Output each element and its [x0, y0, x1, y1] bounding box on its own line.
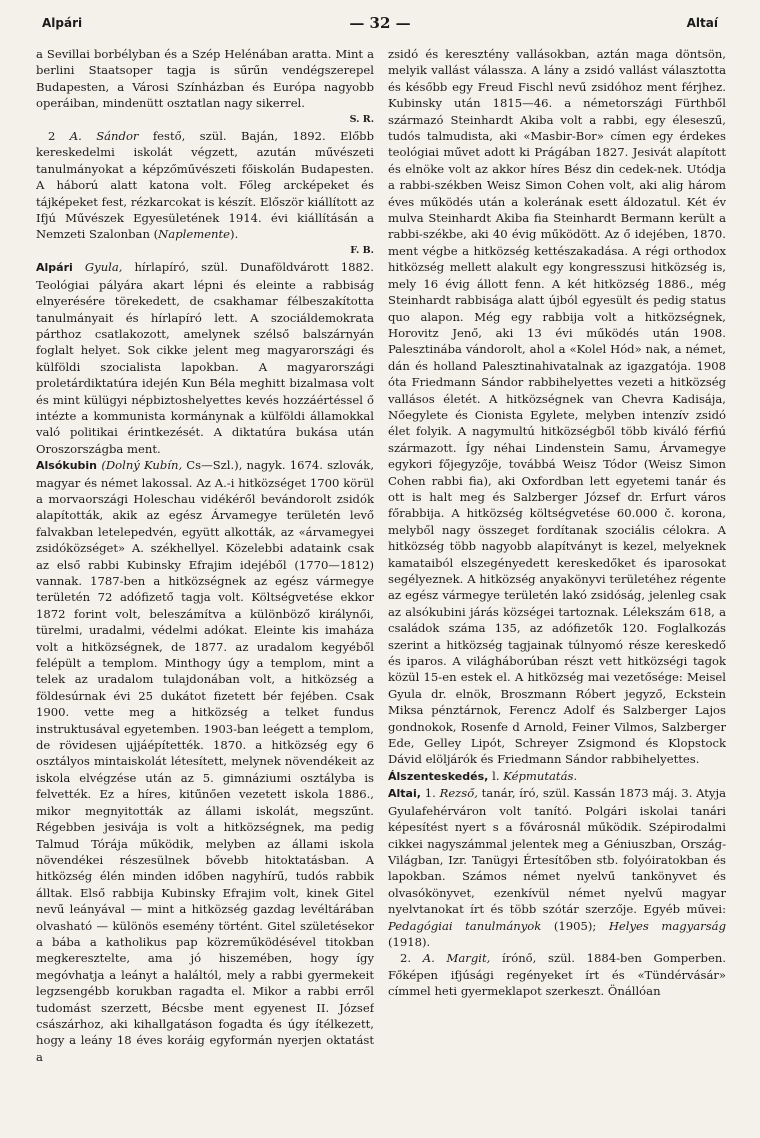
text-run: A. Margit,	[422, 951, 491, 966]
text-run: Rezső,	[439, 786, 478, 801]
text-run: (1918).	[388, 934, 431, 949]
text-run: (Dolný Kubín,	[101, 458, 183, 473]
text-run: (1905);	[541, 918, 609, 933]
headword: Álszenteskedés,	[388, 769, 493, 783]
paragraph	[36, 46, 374, 128]
text-run: írónő, szül. 1884-ben Gomperben. Főképen ifjúsági regényeket írt és «Tündérvásár» címmel heti gyermeklapot szerkeszt. Önállóan	[388, 951, 726, 999]
author-signature: F. B.	[350, 244, 374, 256]
left-column	[36, 46, 374, 1126]
text-run: 1.	[424, 786, 440, 801]
text-run: A. Sándor	[69, 129, 139, 144]
text-run: 2	[48, 129, 70, 144]
paragraph	[36, 259, 374, 457]
text-run: Naplemente	[158, 227, 231, 242]
paragraph	[36, 457, 374, 1065]
text-run: zsidó és keresztény vallásokban, aztán maga döntsön, melyik vallást válassza. A lány a zsidó vallást választotta és később egy Freud Fischl nevű zsidóhoz ment férjhez. Kubinsky után 1815—46. a németországi Fürthből származó Steinhardt Akiba volt a rabbi, egy éleseszű, tudós talmudista, aki «Masbir-Bor» címen egy érdekes teológiai művet adott ki Prágában 1827. Jesivát alapított és elnöke volt az akkor híres Bész din cedek-nek. Utódja a rabbi-székben Weisz Simon Cohen volt, aki alig három éves működés után a kolerának esett áldozatul. Két év mulva Steinhardt Akiba fia Steinhardt Bermann került a rabbi-székbe, aki 40 évig működött. Az ő idejében, 1870. ment végbe a hitközség kettészakadása. A régi orthodox hitközség mellett alakult egy kongresszusi hitközség is, mely 16 évig állott fenn. A két hitközség 1886., még Steinhardt rabbisága alatt újból egyesült és pedig status quo alapon. Még egy rabbija volt a hitközségnek, Horovitz Jenő, aki 13 évi működés után 1908. Palesztinába vándorolt, ahol a «Kolel Hód» nak, a német, dán és holland Palesztinahivatalnak az igazgatója. 1908 óta Friedmann Sándor rabbihelyettes vezeti a hitközség vallásos életét. A hitközségnek van Chevra Kadisája, Nőegylete és Cionista Egylete, melyben intenzív zsidó élet folyik. A nagymultú hitközségből több kiváló férfiú származott. Így néhai Lindenstein Samu, Árvamegye egykori főjegyzője, továbbá Weisz Tódor (Weisz Simon Cohen rabbi fia), aki Oxfordban lett egyetemi tanár és ott is halt meg és Salzberger József dr. Erfurt város főrabbija. A hitközség költségvetése 60.000 č. korona, melyből nagy összeget fordítanak szociális célokra. A hitközség több nagyobb alapítványt is kezel, melyeknek kamataiból elszegényedett kereskedőket és iparosokat segélyeznek. A hitközség anyakönyvi területéhez régente az egész vármegye területén lakó zsidóság, jelenleg csak az alsókubini járás községei tartoznak. Lélekszám 618, a családok száma 135, az adófizetők 120. Foglalkozás szerint a hitközség tagjainak túlnyomó része kereskedő és iparos. A világháborúban részt vett hitközségi tagok közül 15-en estek el. A hitközség mai vezetősége: Meisel Gyula dr. elnök, Broszmann Róbert jegyző, Eckstein Miksa pénztárnok, Ferencz Adolf és Salzberger Lajos gondnokok, Rosenfe d Arnold, Feiner Vilmos, Salzberger Ede, Gelley Lipót, Schreyer Zsigmond és Klopstock Dávid elöljárók és Friedmann Sándor rabbihelyettes.	[388, 47, 726, 767]
paragraph	[388, 768, 726, 785]
page-number: — 32 —	[349, 14, 411, 32]
text-run: a Sevillai borbélyban és a Szép Helénában aratta. Mint a berlini Staatsoper tagja is sűrűn vendégszerepel Budapesten, a Városi Színházban és Európa nagyobb operáiban, mindenütt osztatlan nagy sikerrel.	[36, 47, 374, 111]
text-run: tanár, író, szül. Kassán 1873 máj. 3. Atyja Gyulafehérváron volt tanító. Polgári iskolai tanári képesítést nyert s a fővárosnál működik. Szépirodalmi cikkei nagyszámmal jelentek meg a Géniuszban, Ország-Világban, Izr. Tanügyi Értesítőben stb. folyóiratokban és lapokban. Számos német nyelvű tankönyvet és olvasókönyvet, ezenkívül német nyelvű magyar nyelvtanokat írt és több szótár szerzője. Egyéb művei:	[388, 786, 726, 917]
text-run: Helyes magyarság	[608, 918, 726, 933]
paragraph	[388, 950, 726, 999]
text-run: 2.	[400, 951, 423, 966]
text-run: Gyula,	[84, 260, 123, 275]
running-head-right: Altaí	[686, 16, 718, 30]
text-run: l.	[492, 768, 504, 783]
headword: Alpári	[36, 261, 85, 275]
headword: Alsókubin	[36, 459, 102, 473]
paragraph	[388, 46, 726, 768]
running-head-left: Alpári	[42, 16, 83, 30]
paragraph	[388, 785, 726, 950]
text-run: festő, szül. Baján, 1892. Előbb kereskedelmi iskolát végzett, azután művészeti tanulmányokat a képzőművészeti főiskolán Budapesten. A háború alatt katona volt. Főleg arcképeket és tájképeket fest, rézkarcokat is készít. Először kiállított az Ifjú Művészek Egyesületének 1914. évi kiállításán a Nemzeti Szalonban (	[36, 129, 374, 242]
author-signature: S. R.	[349, 113, 374, 125]
headword: Altai,	[388, 787, 425, 801]
text-run: hírlapíró, szül. Dunaföldvárott 1882. Teológiai pályára akart lépni és eleinte a rabbiság elnyerésére törekedett, de csakhamar félbeszakította tanulmányait és hírlapíró lett. A szociáldemokrata párthoz csatlakozott, amelynek szélső balszárnyán foglalt helyet. Sok cikke jelent meg magyarországi és külföldi szocialista lapokban. A magyarországi proletárdiktatúra idején Kun Béla meghitt bizalmasa volt és mint külügyi népbiztoshelyettes kevés hozzáértéssel ő intézte a kommunista kormánynak a külföldi államokkal való politikai érintkezését. A diktatúra bukása után Oroszországba ment.	[36, 260, 374, 456]
page-header	[42, 14, 718, 34]
text-run: Képmutatás.	[503, 768, 578, 783]
right-column	[388, 46, 726, 1126]
text-run: Cs—Szl.), nagyk. 1674. szlovák, magyar és német lakossal. Az A.-i hitközséget 1700 körül a morvaországi Holeschau vidékéről bevándorolt zsidók alapították, akik az egész Árvamegye területén levő falvakban letelepedvén, együtt alkották, az «árvamegyei zsidóközséget» A. székhellyel. Közelebbi adataink csak az első rabbi Kubinsky Efrajim idejéből (1770—1812) vannak. 1787-ben a hitközségnek az egész vármegye területén 72 adófizető tagja volt. Költségvetése ekkor 1872 forint volt, beleszámítva a különböző királynői, türelmi, uradalmi, védelmi adókat. Eleinte kis imaháza volt a hitközségnek, de 1877. az uradalom kegyéből felépült a templom. Minthogy úgy a templom, mint a telek az uradalom tulajdonában volt, a hitközség a földesúrnak évi 25 dukátot fizetett bér fejében. Csak 1900. vette meg a hitközség a telket fundus instruktusával egyetemben. 1903-ban leégett a templom, de rövidesen ujjáépítették. 1870. a hitközség egy 6 osztályos mintaiskolát létesített, melynek növendékeit az iskola elvégzése után az 5. gimnáziumi osztályba is felvették. Ez a híres, kitűnően vezetett iskola 1886., mikor megnyitották az állami iskolát, megszűnt. Régebben jesivája is volt a hitközségnek, ma pedig Talmud Tórája működik, melyben az állami iskola növendékei részesülnek bővebb hitoktatásban. A hitközség élén minden időben nagyhírű, tudós rabbik álltak. Első rabbija Kubinsky Efrajim volt, kinek Gitel nevű leányával — mint a hitközség gazdag levéltárában olvasható — különös esemény történt. Gitel születésekor a bába a katholikus pap közreműködésével titokban megkeresztelte, ama jó hiszemében, hogy így megóvhatja a leányt a haláltól, mely a rabbi gyermekeit legzsengébb korukban ragadta el. Mikor a rabbi erről tudomást szerzett, Bécsbe ment egyenest II. József császárhoz, aki kihallgatáson fogadta és úgy ítélkezett, hogy a leány 18 éves koráig egyformán nyerjen oktatást a	[36, 458, 374, 1064]
text-run: Pedagógiai tanulmányok	[388, 918, 542, 933]
text-run: ).	[230, 227, 239, 242]
paragraph	[36, 128, 374, 259]
